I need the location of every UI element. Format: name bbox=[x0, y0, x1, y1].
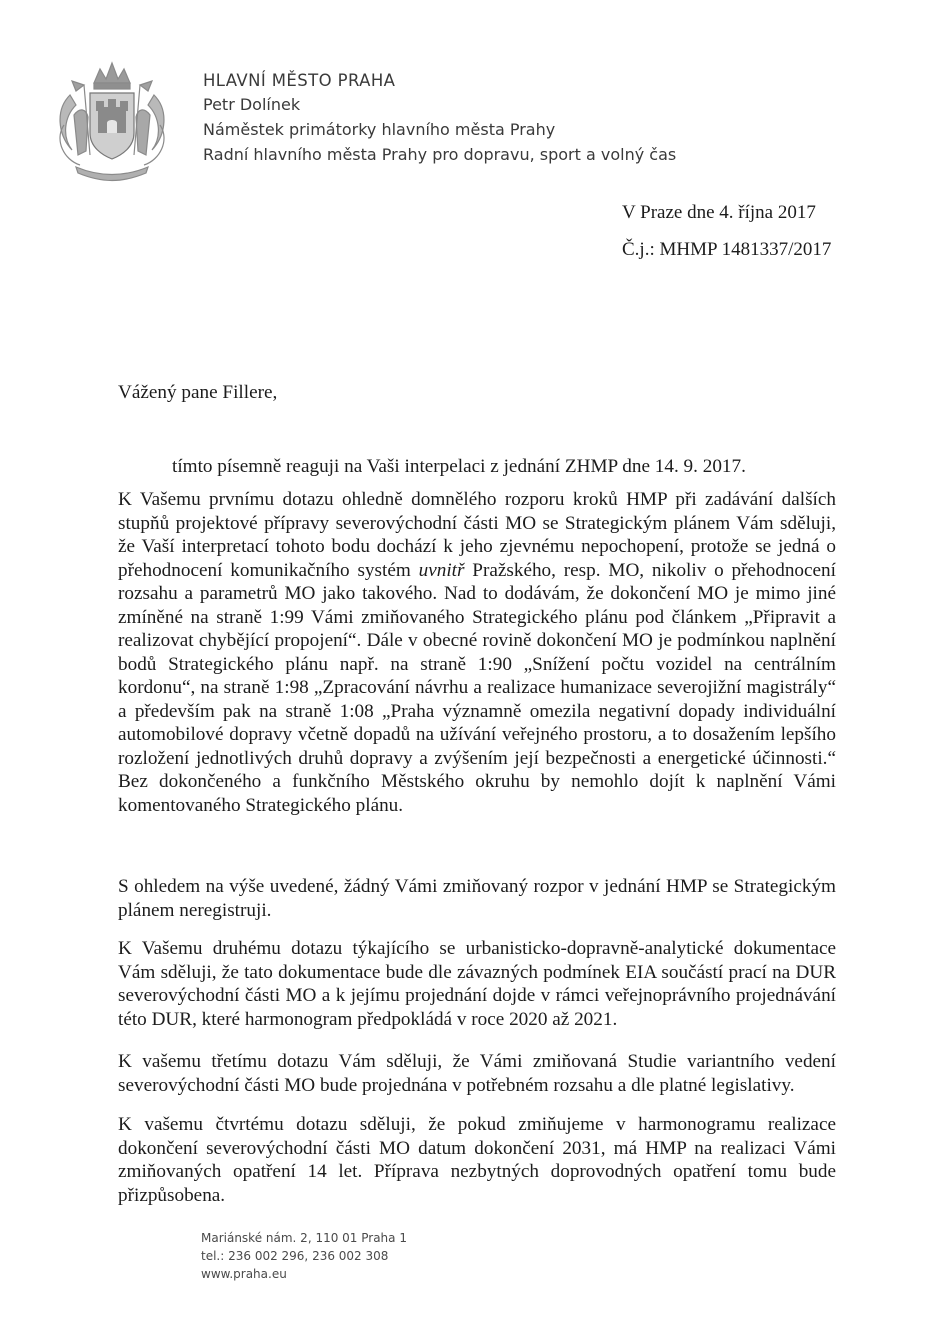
paragraph-1-part-b: Pražského, resp. MO, nikoliv o přehodnocení rozsahu a parametrů MO jako takového. Nad to dodávám, že dokončení MO je mimo jiné zmíněné na straně 1:99 Vámi zmiňovaného Strategického plánu pod článkem „Připravit a realizovat chybějící propojení“. Dále v obecné rovině dokončení MO je podmínkou naplnění bodů Strategického plánu např. na straně 1:90 „Snížení počtu vozidel na centrálním kordonu“, na straně 1:98 „Zpracování návrhu a realizace humanizace severojižní magistrály“ a především pak na straně 1:08 „Praha významně omezila negativní dopady individuální automobilové dopravy včetně dopadů na užívání veřejného prostoru, a to dosažením lepšího rozložení jednotlivých druhů dopravy a zvýšením její bezpečnosti a energetické účinnosti.“ Bez dokončeného a funkčního Městského okruhu by nemohlo dojít k naplnění Vámi komentovaného Strategického plánu. bbox=[118, 559, 836, 816]
sender-title-2: Radní hlavního města Prahy pro dopravu, sport a volný čas bbox=[203, 145, 677, 164]
paragraph-3: K Vašemu druhému dotazu týkajícího se urbanisticko-dopravně-analytické dokumentace Vám sděluji, že tato dokumentace bude dle závazných podmínek EIA součástí prací na DUR severovýchodní části MO a k jejímu projednání dojde v rámci veřejnoprávního projednávání této DUR, které harmonogram předpokládá v roce 2020 až 2021. bbox=[118, 938, 836, 1030]
footer-phone: tel.: 236 002 296, 236 002 308 bbox=[201, 1249, 389, 1263]
intro-line: tímto písemně reaguji na Vaši interpelaci z jednání ZHMP dne 14. 9. 2017. bbox=[172, 456, 746, 477]
salutation: Vážený pane Fillere, bbox=[118, 382, 278, 403]
paragraph-4: K vašemu třetímu dotazu Vám sděluji, že Vámi zmiňovaná Studie variantního vedení severovýchodní části MO bude projednána v potřebném rozsahu a dle platné legislativy. bbox=[118, 1051, 836, 1096]
organization-name: HLAVNÍ MĚSTO PRAHA bbox=[203, 71, 396, 90]
paragraph-1-part-a: K Vašemu prvnímu dotazu ohledně domnělého rozporu kroků HMP při zadávání dalších stupňů projektové přípravy severovýchodní části MO se Strategickým plánem Vám sděluji, že Vaší interpretací tohoto bodu dochází k jeho zjevnému nepochopení, protože se jedná o přehodnocení komunikačního systém bbox=[118, 489, 836, 581]
letterhead bbox=[203, 70, 676, 167]
letter-date: V Praze dne 4. října 2017 bbox=[622, 202, 816, 223]
footer-address: Mariánské nám. 2, 110 01 Praha 1 bbox=[201, 1231, 407, 1245]
prague-coat-of-arms-icon bbox=[50, 55, 174, 183]
letter-meta bbox=[622, 194, 831, 268]
reference-number: Č.j.: MHMP 1481337/2017 bbox=[622, 239, 832, 260]
footer-contact bbox=[201, 1229, 407, 1283]
sender-title-1: Náměstek primátorky hlavního města Prahy bbox=[203, 120, 556, 139]
paragraph-2: S ohledem na výše uvedené, žádný Vámi zmiňovaný rozpor v jednání HMP se Strategickým plánem neregistruji. bbox=[118, 876, 836, 921]
footer-web[interactable]: www.praha.eu bbox=[201, 1267, 287, 1281]
paragraph-1 bbox=[118, 488, 836, 817]
paragraph-5: K vašemu čtvrtému dotazu sděluji, že pokud zmiňujeme v harmonogramu realizace dokončení severovýchodní části MO datum dokončení 2031, má HMP na realizaci Vámi zmiňovaných opatření 14 let. Příprava nezbytných doprovodných opatření tomu bude přizpůsobena. bbox=[118, 1114, 836, 1206]
sender-name: Petr Dolínek bbox=[203, 95, 301, 114]
paragraph-1-emphasis: uvnitř bbox=[418, 559, 465, 581]
